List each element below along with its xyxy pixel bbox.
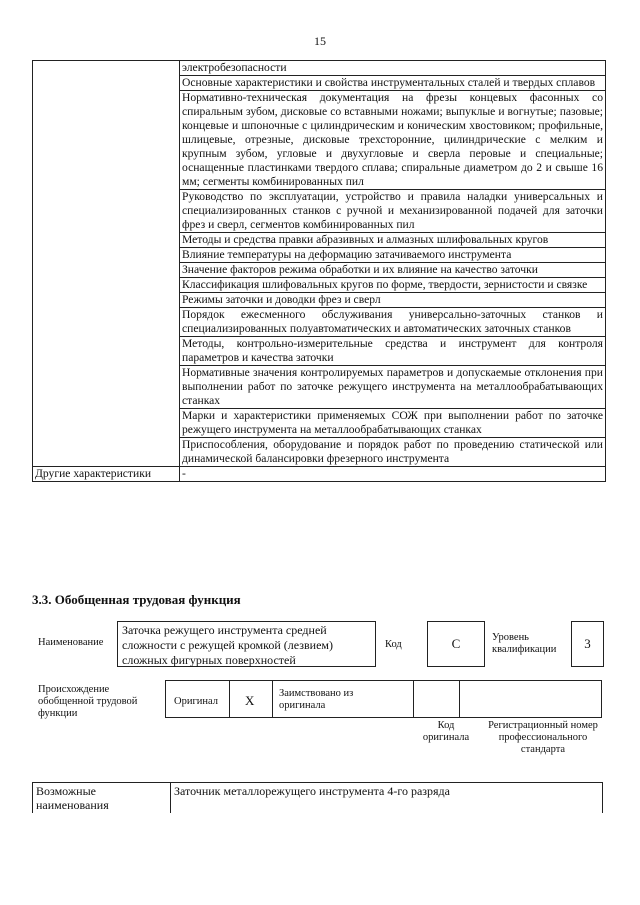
knowledge-item: электробезопасности	[180, 61, 606, 76]
page-number: 15	[314, 34, 326, 48]
possible-names-label: Возможные наименования	[33, 783, 171, 814]
knowledge-item: Методы, контрольно-измерительные средства и инструмент для контроля параметров и качества заточки	[180, 337, 606, 366]
knowledge-item: Значение факторов режима обработки и их влияние на качество заточки	[180, 263, 606, 278]
function-name-box: Заточка режущего инструмента средней сложности с режущей кромкой (лезвием) сложных фигурных поверхностей	[117, 621, 376, 667]
knowledge-row	[33, 61, 606, 76]
knowledge-item: Нормативно-техническая документация на фрезы концевых фасонных со спиральным зубом, дисковые со вставными ножами; выпуклые и вогнутые; пазовые; концевые и шпоночные с цилиндрическим и коническим хвостовиком; профильные, шлицевые, отрезные, дисковые трехсторонние, цилиндрические с мелким и крупным зубом, угловые и двухугловые и сверла перовые и специальные; оснащенные пластинками твердого сплава; спиральные диаметром до 2 и свыше 16 мм; сегменты комбинированных пил	[180, 91, 606, 190]
name-label: Наименование	[38, 637, 104, 648]
origin-cell-code	[414, 681, 460, 717]
knowledge-item: Влияние температуры на деформацию затачиваемого инструмента	[180, 248, 606, 263]
borrowed-label: Заимствовано из оригинала	[279, 688, 354, 711]
knowledge-item: Порядок ежесменного обслуживания универсально-заточных станков и специализированных полуавтоматических и автоматических заточных станков	[180, 308, 606, 337]
reg-number-label: Регистрационный номер профессионального стандарта	[488, 720, 598, 755]
origin-cell-reg-number	[460, 681, 601, 717]
knowledge-item: Руководство по эксплуатации, устройство и правила наладки универсальных и специализированных станков с ручной и механизированной подачей для заточки фрез и сверл, сегментов комбинированных пил	[180, 190, 606, 233]
knowledge-label-cell	[33, 61, 180, 467]
section-title: 3.3. Обобщенная трудовая функция	[32, 592, 241, 607]
knowledge-item: Основные характеристики и свойства инструментальных сталей и твердых сплавов	[180, 76, 606, 91]
qualification-level-label: Уровень квалификации	[492, 632, 557, 655]
possible-names-value: Заточник металлорежущего инструмента 4-го разряда	[171, 783, 603, 814]
other-characteristics-value: -	[180, 467, 606, 482]
origin-label: Происхождение обобщенной трудовой функции	[38, 684, 138, 719]
code-label: Код	[385, 639, 402, 650]
knowledge-item: Режимы заточки и доводки фрез и сверл	[180, 293, 606, 308]
other-characteristics-row	[33, 467, 606, 482]
knowledge-item: Нормативные значения контролируемых параметров и допускаемые отклонения при выполнении работ по заточке режущего инструмента на металлообрабатывающих станках	[180, 366, 606, 409]
qualification-level-box: 3	[571, 621, 604, 667]
original-label: Оригинал	[174, 696, 218, 707]
code-value-box: C	[427, 621, 485, 667]
knowledge-item: Классификация шлифовальных кругов по форме, твердости, зернистости и связке	[180, 278, 606, 293]
possible-names-table	[32, 782, 603, 813]
other-characteristics-label: Другие характеристики	[33, 467, 180, 482]
knowledge-item: Марки и характеристики применяемых СОЖ при выполнении работ по заточке режущего инструмента на металлообрабатывающих станках	[180, 409, 606, 438]
original-mark: X	[245, 693, 255, 708]
code-original-label: Код оригинала	[422, 720, 470, 743]
knowledge-item: Приспособления, оборудование и порядок работ по проведению статической или динамической балансировки фрезерного инструмента	[180, 438, 606, 467]
knowledge-item: Методы и средства правки абразивных и алмазных шлифовальных кругов	[180, 233, 606, 248]
knowledge-table	[32, 60, 606, 482]
